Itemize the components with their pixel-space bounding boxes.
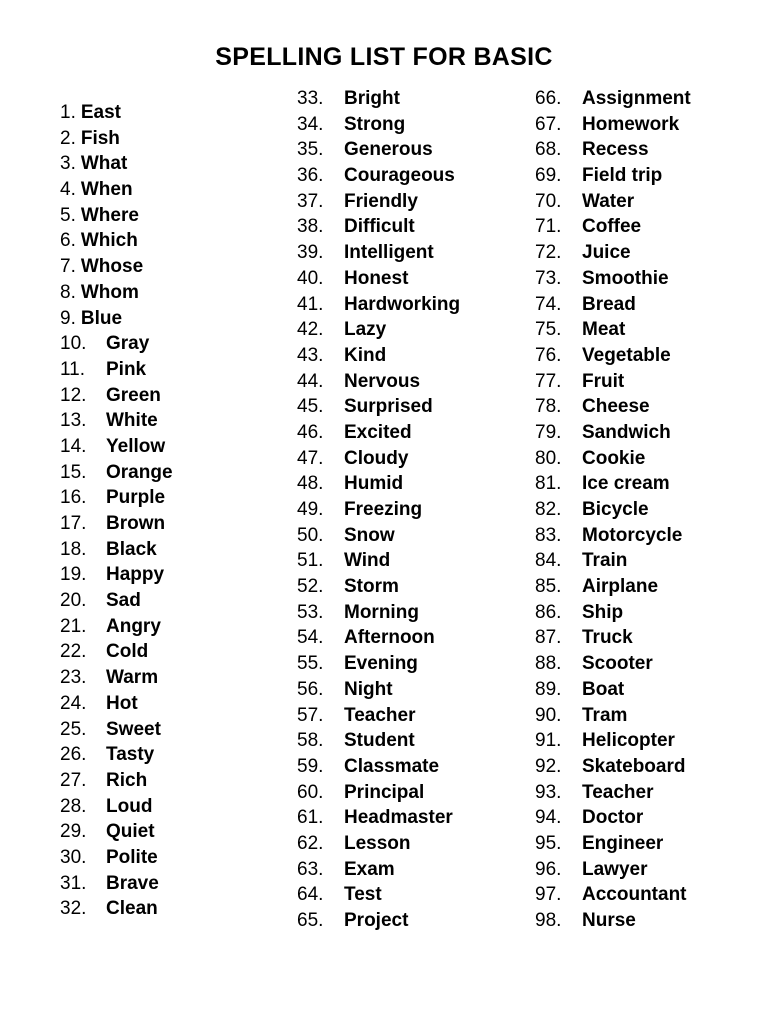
item-number: 92.: [535, 755, 562, 777]
list-item: [60, 383, 173, 409]
item-number: 13.: [60, 410, 87, 432]
spelling-word: Happy: [106, 564, 165, 586]
list-item: [60, 896, 173, 922]
spelling-word: Courageous: [344, 165, 455, 187]
list-item: [535, 677, 691, 703]
item-number: 51.: [297, 550, 324, 572]
spelling-word: Lesson: [344, 832, 411, 854]
spelling-word: Bread: [582, 293, 636, 315]
spelling-word: Coffee: [582, 216, 642, 238]
item-number: 42.: [297, 319, 324, 341]
spelling-word: Cheese: [582, 396, 650, 418]
list-item: [535, 625, 691, 651]
spelling-word: Humid: [344, 473, 404, 495]
list-item: [60, 434, 173, 460]
spelling-word: Boat: [582, 678, 625, 700]
item-number: 14.: [60, 435, 87, 457]
spelling-word: Ship: [582, 601, 624, 623]
item-number: 38.: [297, 216, 324, 238]
item-number: 95.: [535, 832, 562, 854]
item-number: 22.: [60, 641, 87, 663]
spelling-word: Morning: [344, 601, 419, 623]
item-number: 10.: [60, 333, 87, 355]
item-number: 56.: [297, 678, 324, 700]
spelling-word: Loud: [106, 795, 153, 817]
list-item: [60, 511, 173, 537]
spelling-word: Sweet: [106, 718, 161, 740]
item-number: 60.: [297, 781, 324, 803]
list-item: [297, 882, 460, 908]
item-number: 81.: [535, 473, 562, 495]
spelling-list-column-3: [535, 86, 691, 934]
item-number: 53.: [297, 601, 324, 623]
item-number: 35.: [297, 139, 324, 161]
item-number: 46.: [297, 421, 324, 443]
item-number: 19.: [60, 564, 87, 586]
item-number: 21.: [60, 615, 87, 637]
item-number: 63.: [297, 858, 324, 880]
spelling-word: Kind: [344, 344, 387, 366]
spelling-word: Homework: [582, 113, 680, 135]
item-number: 68.: [535, 139, 562, 161]
item-number: 98.: [535, 910, 562, 931]
list-item: [535, 754, 691, 780]
list-item: [60, 845, 173, 871]
spelling-list-column-2: [297, 86, 460, 934]
list-item: [297, 163, 460, 189]
item-number: 72.: [535, 242, 562, 264]
list-item: [535, 471, 691, 497]
list-item: [60, 357, 173, 383]
spelling-word: East: [80, 102, 121, 123]
list-item: [297, 651, 460, 677]
list-item: [535, 548, 691, 574]
list-item: [535, 446, 691, 472]
list-item: [535, 317, 691, 343]
list-item: [535, 240, 691, 266]
list-item: [297, 574, 460, 600]
spelling-word: Polite: [106, 846, 158, 868]
item-number: 6.: [60, 230, 76, 252]
spelling-word: Test: [344, 884, 382, 906]
item-number: 4.: [60, 179, 76, 201]
list-item: [60, 408, 173, 434]
list-item: [60, 537, 173, 563]
list-item: [535, 600, 691, 626]
spelling-word: Surprised: [344, 396, 433, 418]
item-number: 54.: [297, 627, 324, 649]
item-number: 61.: [297, 807, 324, 829]
spelling-word: Which: [80, 230, 138, 252]
spelling-word: Wind: [344, 550, 391, 572]
item-number: 91.: [535, 730, 562, 752]
spelling-word: Orange: [106, 461, 173, 483]
spelling-word: Cold: [106, 641, 149, 663]
list-item: [60, 100, 173, 126]
spelling-word: Whom: [80, 281, 139, 303]
spelling-word: Snow: [344, 524, 395, 546]
list-item: [60, 460, 173, 486]
spelling-word: Helicopter: [582, 730, 675, 752]
spelling-word: Difficult: [344, 216, 415, 238]
item-number: 66.: [535, 88, 562, 109]
list-item: [535, 908, 691, 934]
spelling-word: What: [80, 153, 128, 175]
item-number: 70.: [535, 190, 562, 212]
item-number: 71.: [535, 216, 562, 238]
spelling-word: Lazy: [344, 319, 387, 341]
spelling-word: Student: [344, 730, 415, 752]
item-number: 23.: [60, 667, 87, 689]
item-number: 58.: [297, 730, 324, 752]
spelling-word: Motorcycle: [582, 524, 683, 546]
item-number: 67.: [535, 113, 562, 135]
list-item: [535, 86, 691, 112]
spelling-word: Juice: [582, 242, 631, 264]
spelling-word: Yellow: [106, 435, 166, 457]
list-item: [297, 471, 460, 497]
spelling-word: Field trip: [582, 165, 663, 187]
item-number: 40.: [297, 267, 324, 289]
list-item: [60, 768, 173, 794]
spelling-word: Sandwich: [582, 421, 671, 443]
list-item: [535, 137, 691, 163]
list-item: [297, 446, 460, 472]
list-item: [535, 857, 691, 883]
list-item: [535, 728, 691, 754]
spelling-word: Project: [344, 910, 409, 931]
item-number: 80.: [535, 447, 562, 469]
spelling-word: Brown: [106, 513, 166, 534]
spelling-word: Teacher: [344, 704, 416, 726]
spelling-word: Brave: [106, 872, 159, 894]
list-item: [60, 614, 173, 640]
list-item: [60, 819, 173, 845]
spelling-word: Sad: [106, 590, 141, 612]
item-number: 69.: [535, 165, 562, 187]
spelling-word: Recess: [582, 139, 649, 161]
item-number: 88.: [535, 653, 562, 675]
list-item: [297, 420, 460, 446]
item-number: 87.: [535, 627, 562, 649]
spelling-word: Nurse: [582, 910, 636, 931]
spelling-word: Fish: [80, 127, 120, 149]
spelling-word: Honest: [344, 267, 409, 289]
list-item: [535, 523, 691, 549]
list-item: [297, 137, 460, 163]
list-item: [535, 343, 691, 369]
item-number: 52.: [297, 576, 324, 598]
item-number: 17.: [60, 513, 87, 534]
list-item: [535, 112, 691, 138]
spelling-word: Purple: [106, 487, 166, 509]
spelling-word: Strong: [344, 113, 406, 135]
spelling-word: Hardworking: [344, 293, 461, 315]
item-number: 89.: [535, 678, 562, 700]
list-item: [60, 228, 173, 254]
item-number: 86.: [535, 601, 562, 623]
list-item: [297, 317, 460, 343]
spelling-word: Afternoon: [344, 627, 435, 649]
spelling-word: Pink: [106, 358, 147, 380]
item-number: 20.: [60, 590, 87, 612]
item-number: 30.: [60, 846, 87, 868]
item-number: 78.: [535, 396, 562, 418]
spelling-word: Meat: [582, 319, 626, 341]
spelling-word: Water: [582, 190, 635, 212]
list-item: [297, 189, 460, 215]
list-item: [297, 497, 460, 523]
list-item: [60, 331, 173, 357]
spelling-word: Bright: [344, 88, 400, 109]
item-number: 83.: [535, 524, 562, 546]
list-item: [60, 717, 173, 743]
item-number: 90.: [535, 704, 562, 726]
spelling-word: Generous: [344, 139, 433, 161]
spelling-word: Doctor: [582, 807, 644, 829]
spelling-word: Principal: [344, 781, 425, 803]
list-item: [60, 151, 173, 177]
list-item: [60, 485, 173, 511]
list-item: [297, 86, 460, 112]
spelling-word: Nervous: [344, 370, 421, 392]
item-number: 59.: [297, 755, 324, 777]
spelling-word: Clean: [106, 898, 158, 920]
item-number: 74.: [535, 293, 562, 315]
spelling-word: Friendly: [344, 190, 418, 212]
spelling-word: Lawyer: [582, 858, 648, 880]
item-number: 94.: [535, 807, 562, 829]
item-number: 2.: [60, 127, 76, 149]
list-item: [535, 703, 691, 729]
list-item: [297, 703, 460, 729]
item-number: 79.: [535, 421, 562, 443]
item-number: 29.: [60, 821, 87, 843]
item-number: 64.: [297, 884, 324, 906]
list-item: [297, 548, 460, 574]
spelling-word: Gray: [106, 333, 150, 355]
list-item: [535, 214, 691, 240]
spelling-word: White: [106, 410, 158, 432]
item-number: 39.: [297, 242, 324, 264]
item-number: 73.: [535, 267, 562, 289]
spelling-word: Quiet: [106, 821, 155, 843]
spelling-word: Rich: [106, 769, 148, 791]
item-number: 7.: [60, 256, 76, 278]
list-item: [60, 794, 173, 820]
item-number: 93.: [535, 781, 562, 803]
spelling-word: Classmate: [344, 755, 440, 777]
spelling-word: Headmaster: [344, 807, 453, 829]
list-item: [297, 677, 460, 703]
spelling-word: Assignment: [582, 88, 691, 109]
list-item: [297, 394, 460, 420]
spelling-word: Exam: [344, 858, 395, 880]
list-item: [535, 369, 691, 395]
spelling-word: Fruit: [582, 370, 625, 392]
spelling-word: Ice cream: [582, 473, 670, 495]
spelling-word: Whose: [80, 256, 144, 278]
item-number: 85.: [535, 576, 562, 598]
spelling-word: Train: [582, 550, 628, 572]
item-number: 27.: [60, 769, 87, 791]
spelling-word: Where: [80, 204, 139, 226]
list-item: [297, 523, 460, 549]
spelling-word: Engineer: [582, 832, 664, 854]
list-item: [297, 266, 460, 292]
item-number: 44.: [297, 370, 324, 392]
list-item: [297, 240, 460, 266]
list-item: [297, 857, 460, 883]
item-number: 25.: [60, 718, 87, 740]
spelling-word: Tram: [582, 704, 628, 726]
list-item: [60, 639, 173, 665]
list-item: [297, 780, 460, 806]
item-number: 5.: [60, 204, 76, 226]
item-number: 84.: [535, 550, 562, 572]
list-item: [60, 871, 173, 897]
list-item: [60, 562, 173, 588]
list-item: [60, 665, 173, 691]
item-number: 33.: [297, 88, 324, 109]
item-number: 76.: [535, 344, 562, 366]
spelling-word: Storm: [344, 576, 399, 598]
item-number: 8.: [60, 281, 76, 303]
list-item: [60, 254, 173, 280]
spelling-word: Night: [344, 678, 393, 700]
list-item: [297, 805, 460, 831]
item-number: 47.: [297, 447, 324, 469]
item-number: 26.: [60, 744, 87, 766]
list-item: [60, 126, 173, 152]
list-item: [535, 780, 691, 806]
list-item: [535, 394, 691, 420]
item-number: 18.: [60, 538, 87, 560]
list-item: [535, 651, 691, 677]
item-number: 32.: [60, 898, 87, 920]
item-number: 96.: [535, 858, 562, 880]
list-item: [297, 112, 460, 138]
spelling-word: Accountant: [582, 884, 687, 906]
spelling-word: Smoothie: [582, 267, 669, 289]
item-number: 24.: [60, 692, 87, 714]
item-number: 62.: [297, 832, 324, 854]
item-number: 31.: [60, 872, 87, 894]
spelling-word: Teacher: [582, 781, 654, 803]
item-number: 16.: [60, 487, 87, 509]
item-number: 34.: [297, 113, 324, 135]
list-item: [297, 600, 460, 626]
item-number: 50.: [297, 524, 324, 546]
item-number: 97.: [535, 884, 562, 906]
spelling-word: Cloudy: [344, 447, 409, 469]
spelling-word: Evening: [344, 653, 418, 675]
list-item: [535, 163, 691, 189]
spelling-word: Vegetable: [582, 344, 671, 366]
spelling-word: Cookie: [582, 447, 646, 469]
spelling-word: Green: [106, 384, 161, 406]
item-number: 15.: [60, 461, 87, 483]
spelling-word: Blue: [80, 307, 123, 329]
spelling-word: Tasty: [106, 744, 155, 766]
item-number: 36.: [297, 165, 324, 187]
list-item: [60, 588, 173, 614]
list-item: [535, 292, 691, 318]
list-item: [535, 574, 691, 600]
list-item: [297, 625, 460, 651]
list-item: [60, 280, 173, 306]
item-number: 3.: [60, 153, 76, 175]
list-item: [297, 754, 460, 780]
item-number: 75.: [535, 319, 562, 341]
item-number: 9.: [60, 307, 76, 329]
spelling-word: Hot: [106, 692, 138, 714]
page-title: SPELLING LIST FOR BASIC: [215, 43, 553, 71]
item-number: 48.: [297, 473, 324, 495]
item-number: 11.: [60, 358, 86, 380]
spelling-word: Black: [106, 538, 157, 560]
spelling-word: Airplane: [582, 576, 659, 598]
item-number: 12.: [60, 384, 87, 406]
list-item: [535, 420, 691, 446]
spelling-word: Scooter: [582, 653, 653, 675]
list-item: [297, 343, 460, 369]
list-item: [535, 497, 691, 523]
list-item: [297, 292, 460, 318]
list-item: [535, 805, 691, 831]
spelling-word: Bicycle: [582, 499, 649, 520]
list-item: [535, 831, 691, 857]
spelling-word: Warm: [106, 667, 159, 689]
spelling-word: Angry: [106, 615, 161, 637]
spelling-word: Freezing: [344, 499, 423, 520]
spelling-word: Truck: [582, 627, 633, 649]
list-item: [297, 214, 460, 240]
spelling-word: Skateboard: [582, 755, 686, 777]
spelling-list-column-1: [60, 100, 173, 922]
item-number: 45.: [297, 396, 324, 418]
item-number: 55.: [297, 653, 324, 675]
list-item: [60, 691, 173, 717]
list-item: [60, 306, 173, 332]
item-number: 49.: [297, 499, 324, 520]
item-number: 37.: [297, 190, 324, 212]
spelling-word: When: [80, 179, 133, 201]
list-item: [60, 177, 173, 203]
item-number: 77.: [535, 370, 562, 392]
list-item: [297, 369, 460, 395]
spelling-word: Excited: [344, 421, 412, 443]
spelling-word: Intelligent: [344, 242, 434, 264]
list-item: [297, 728, 460, 754]
list-item: [535, 266, 691, 292]
item-number: 41.: [297, 293, 324, 315]
list-item: [297, 908, 460, 934]
list-item: [60, 203, 173, 229]
list-item: [297, 831, 460, 857]
item-number: 43.: [297, 344, 324, 366]
list-item: [535, 882, 691, 908]
list-item: [535, 189, 691, 215]
item-number: 82.: [535, 499, 562, 520]
item-number: 65.: [297, 910, 324, 931]
item-number: 57.: [297, 704, 324, 726]
item-number: 28.: [60, 795, 87, 817]
item-number: 1.: [60, 102, 76, 123]
list-item: [60, 742, 173, 768]
